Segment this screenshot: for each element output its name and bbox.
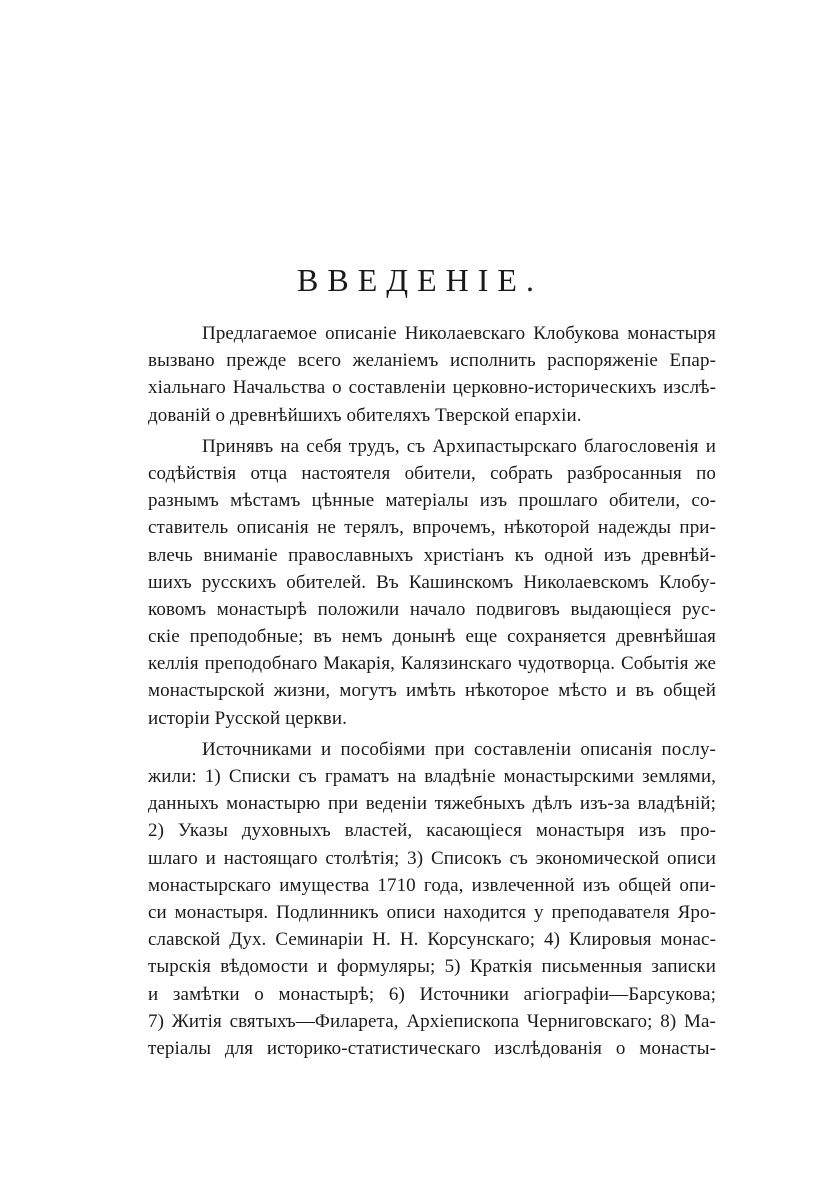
body-text [148,320,716,1062]
text-line: жили: 1) Списки съ граматъ на владѣніе монастырскими землями, [148,766,716,787]
paragraph-2 [148,433,716,732]
text-line: вызвано прежде всего желаніемъ исполнить распоряженіе Епар- [148,350,716,372]
text-line: Принявъ на себя трудъ, съ Архипастырскаго благословенія и [202,435,716,457]
text-line: келлія преподобнаго Макарія, Калязинскаго чудотворца. Событія же [148,653,716,675]
text-line: шлаго и настоящаго столѣтія; 3) Списокъ съ экономической описи [148,847,716,869]
text-line: монастырскаго имущества 1710 года, извлеченной изъ общей опи- [148,874,716,896]
paragraph-3 [148,736,716,1062]
text-line: Предлагаемое описаніе Николаевскаго Клобукова монастыря [202,323,716,344]
text-line: славской Дух. Семинаріи Н. Н. Корсунскаго; 4) Клировыя монас- [148,929,716,951]
text-line: теріалы для историко-статистическаго изслѣдованія о монасты- [148,1037,716,1059]
text-line: монастырской жизни, могутъ имѣть нѣкоторое мѣсто и въ общей [148,680,716,702]
text-line: тырскія вѣдомости и формуляры; 5) Краткія письменныя записки [148,956,716,978]
text-line: 7) Житія святыхъ—Филарета, Архіепископа Черниговскаго; 8) Ма- [148,1010,716,1032]
page-heading: ВВЕДЕНІЕ. [297,262,543,298]
text-line: разнымъ мѣстамъ цѣнные матеріалы изъ прошлаго обители, со- [148,490,716,512]
text-line: шихъ русскихъ обителей. Въ Кашинскомъ Николаевскомъ Клобу- [148,571,716,593]
text-line: 2) Указы духовныхъ властей, касающіеся монастыря изъ про- [148,820,716,842]
paragraph-1 [148,320,716,429]
text-line: Источниками и пособіями при составленіи описанія послу- [202,738,716,760]
text-line: содѣйствія отца настоятеля обители, собрать разбросанныя по [148,462,716,484]
text-line: влечь вниманіе православныхъ христіанъ къ одной изъ древнѣй- [148,544,716,566]
text-line: хіальнаго Начальства о составленіи церковно-историческихъ изслѣ- [148,377,716,399]
text-line: скіе преподобные; въ немъ донынѣ еще сохраняется древнѣйшая [148,626,716,648]
text-line: исторіи Русской церкви. [148,707,347,729]
text-line: ковомъ монастырѣ положили начало подвиговъ выдающіеся рус- [148,598,716,620]
text-line: ставитель описанія не терялъ, впрочемъ, нѣкоторой надежды при- [148,517,716,539]
text-line: данныхъ монастырю при веденіи тяжебныхъ дѣлъ изъ-за владѣній; [148,793,716,815]
text-line: си монастыря. Подлинникъ описи находится у преподавателя Яро- [148,901,716,923]
text-line: и замѣтки о монастырѣ; 6) Источники агіографіи—Барсукова; [148,983,716,1005]
text-line: дованій о древнѣйшихъ обителяхъ Тверской епархіи. [148,404,582,426]
